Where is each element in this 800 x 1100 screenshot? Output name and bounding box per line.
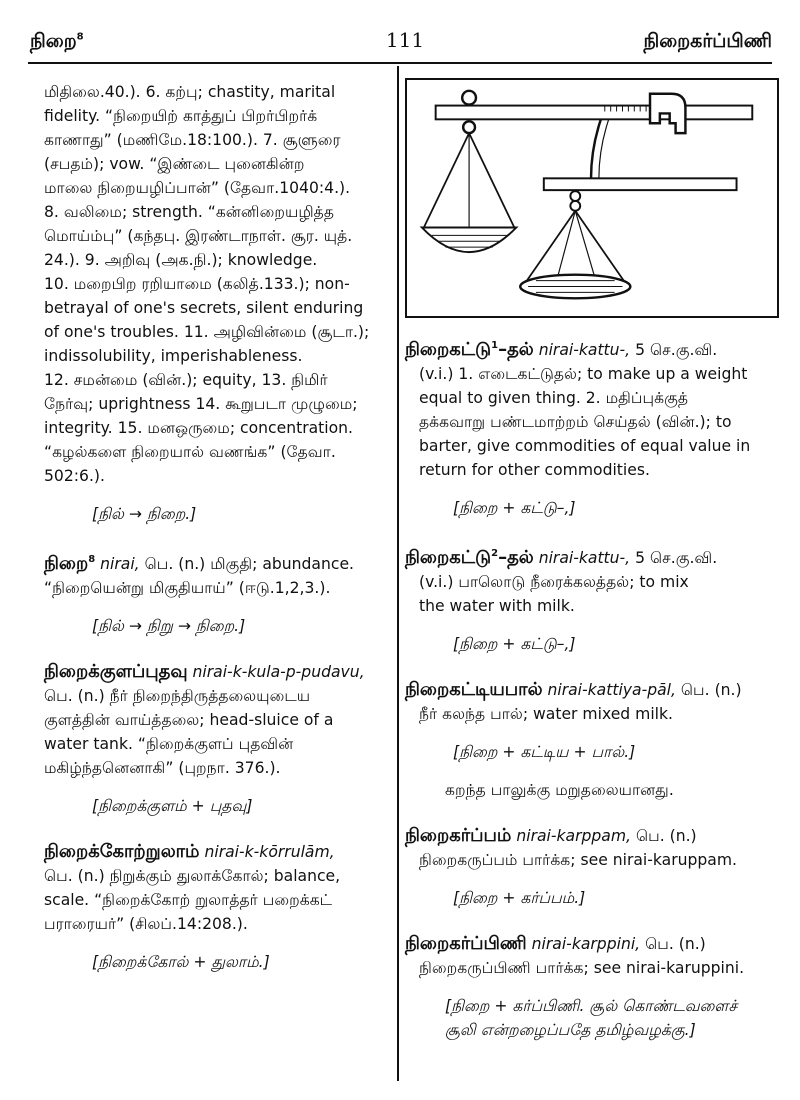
text-line: பராரையர்” (சிலப்.14:208.). xyxy=(44,915,248,933)
headword: நிறை$^8$ xyxy=(44,553,96,574)
entry-nirai-kattu-2 xyxy=(405,542,779,656)
entry-head-line xyxy=(44,548,382,576)
headword: நிறைக்குளப்புதவு xyxy=(44,661,188,682)
text-line: குளத்தின் வாய்த்தலை; head-sluice of a xyxy=(44,711,334,729)
transliteration: nirai-karppam, xyxy=(516,827,631,845)
transliteration: nirai-kattu-, xyxy=(538,549,631,567)
column-divider xyxy=(397,66,399,1081)
etymology: [நிறை + கட்டு–,] xyxy=(453,499,576,517)
etymology: [நிறை + கட்டிய + பால்.] xyxy=(453,743,636,761)
entry-nirai-8 xyxy=(44,548,382,638)
entry-nirai-k-kula-p-pudavu xyxy=(44,660,382,818)
text-line: நிறைகருப்பம் பார்க்க; see nirai-karuppam. xyxy=(419,851,737,869)
entry-head-line xyxy=(405,932,779,956)
headword: நிறைகட்டியபால் xyxy=(405,679,543,700)
text-line: தக்கவாறு பண்டமாற்றம் செய்தல் (வின்.); to xyxy=(419,413,732,431)
text-line: “கழல்களை நிறையால் வணங்க” (தேவா. xyxy=(44,443,336,461)
text-line: (சபதம்); vow. “இண்டை புனைகின்ற xyxy=(44,155,305,173)
page-number: 111 xyxy=(385,28,425,52)
balance-scale-illustration xyxy=(405,78,779,318)
entry-nirai-karppini xyxy=(405,932,779,1042)
text-line: நேர்வு; uprightness 14. கூறுபடா முழுமை; xyxy=(44,395,358,413)
grammar-label: பெ. (n.) xyxy=(680,681,742,699)
text-line: fidelity. “நிறையிற் காத்துப் பிறர்பிறர்க் xyxy=(44,107,318,125)
continuation-entry xyxy=(44,80,382,526)
text-line: (v.i.) பாலொடு நீரைக்கலத்தல்; to mix xyxy=(419,573,689,591)
entry-head-line xyxy=(405,334,779,362)
headword: நிறைகர்ப்பம் xyxy=(405,825,512,846)
headword: நிறைகர்ப்பிணி xyxy=(405,933,527,954)
transliteration: nirai-k-kōrrulām, xyxy=(204,843,335,861)
text-line: integrity. 15. மனஒருமை; concentration. xyxy=(44,419,354,437)
text-line: of one's troubles. 11. அழிவின்மை (சூடா.); xyxy=(44,323,370,341)
grammar-label: 5 செ.கு.வி. xyxy=(635,341,718,359)
text-line: “நிறையென்று மிகுதியாய்” (ஈடு.1,2,3.). xyxy=(44,579,331,597)
transliteration: nirai-k-kula-p-pudavu, xyxy=(192,663,365,681)
etymology: [நில் → நிறு → நிறை.] xyxy=(92,617,246,635)
text-line: காணாது” (மணிமே.18:100.). 7. சூளுரை xyxy=(44,131,341,149)
entry-nirai-k-korrulam xyxy=(44,840,382,974)
entry-head-line xyxy=(405,542,779,570)
etymology-line: சூலி என்றழைப்பதே தமிழ்வழக்கு.] xyxy=(445,1021,696,1039)
headword: நிறைகட்டு$^2$–தல் xyxy=(405,547,534,568)
grammar-label: பெ. (n.) xyxy=(645,935,706,953)
text-line: பெ. (n.) நீர் நிறைந்திருத்தலையுடைய xyxy=(44,687,311,705)
text-line: indissolubility, imperishableness. xyxy=(44,347,303,365)
etymology: [நிறைக்கோல் + துலாம்.] xyxy=(92,953,270,971)
entry-head-line xyxy=(405,678,779,702)
text-line: barter, give commodities of equal value in xyxy=(419,437,751,455)
text-line: நீர் கலந்த பால்; water mixed milk. xyxy=(419,705,673,723)
transliteration: nirai-kattu-, xyxy=(538,341,631,359)
entry-head-line xyxy=(405,824,779,848)
text-line: மொய்ம்பு” (கந்தபு. இரண்டாநாள். சூர. யுத். xyxy=(44,227,353,245)
text-line: 10. மறைபிற ரறியாமை (கலித்.133.); non- xyxy=(44,275,350,293)
entry-nirai-karppam xyxy=(405,824,779,910)
entry-nirai-kattu-1 xyxy=(405,334,779,520)
grammar-label: 5 செ.கு.வி. xyxy=(635,549,718,567)
usage-note: கறந்த பாலுக்கு மறுதலையானது. xyxy=(445,781,674,799)
text-line: water tank. “நிறைக்குளப் புதவின் xyxy=(44,735,294,753)
text-line: 12. சமன்மை (வின்.); equity, 13. நிமிர் xyxy=(44,371,328,389)
left-column xyxy=(44,80,382,974)
headword: நிறைக்கோற்றுலாம் xyxy=(44,841,200,862)
text-line: equal to given thing. 2. மதிப்புக்குத் xyxy=(419,389,689,407)
transliteration: nirai-karppini, xyxy=(531,935,641,953)
text-line: மகிழ்ந்தனெனாகி” (புறநா. 376.). xyxy=(44,759,281,777)
etymology: [நிறை + கர்ப்பம்.] xyxy=(453,889,586,907)
definition-text: பெ. (n.) மிகுதி; abundance. xyxy=(144,555,354,573)
text-line: 502:6.). xyxy=(44,467,105,485)
text-line: மிதிலை.40.). 6. கற்பு; chastity, marital xyxy=(44,83,336,101)
balance-scale-drawing xyxy=(407,80,777,316)
text-line: மாலை நிறையழிப்பான்” (தேவா.1040:4.). xyxy=(44,179,351,197)
header-left-guideword: நிறை$^8$ xyxy=(30,30,84,52)
text-line: 24.). 9. அறிவு (அக.நி.); knowledge. xyxy=(44,251,318,269)
transliteration: nirai, xyxy=(100,555,140,573)
text-line: பெ. (n.) நிறுக்கும் துலாக்கோல்; balance, xyxy=(44,867,341,885)
etymology: [நிறை + கட்டு–,] xyxy=(453,635,576,653)
etymology-line: [நிறை + கர்ப்பிணி. சூல் கொண்டவளைச் xyxy=(445,997,738,1015)
grammar-label: பெ. (n.) xyxy=(635,827,697,845)
entry-head-line xyxy=(44,840,382,864)
text-line: நிறைகருப்பிணி பார்க்க; see nirai-karuppini. xyxy=(419,959,745,977)
etymology: [நில் → நிறை.] xyxy=(92,505,197,523)
text-line: (v.i.) 1. எடைகட்டுதல்; to make up a weight xyxy=(419,365,748,383)
headword: நிறைகட்டு$^1$–தல் xyxy=(405,339,534,360)
text-line: betrayal of one's secrets, silent enduring xyxy=(44,299,364,317)
entry-head-line xyxy=(44,660,382,684)
text-line: return for other commodities. xyxy=(419,461,650,479)
right-column xyxy=(405,334,779,1042)
transliteration: nirai-kattiya-pāl, xyxy=(547,681,676,699)
header-rule xyxy=(28,62,772,64)
etymology: [நிறைக்குளம் + புதவு] xyxy=(92,797,253,815)
text-line: the water with milk. xyxy=(419,597,575,615)
header-right-guideword: நிறைகர்ப்பிணி xyxy=(643,30,772,52)
text-line: scale. “நிறைக்கோற் றுலாத்தர் பறைக்கட் xyxy=(44,891,333,909)
entry-nirai-kattiya-pal xyxy=(405,678,779,802)
text-line: 8. வலிமை; strength. “கன்னிறையழித்த xyxy=(44,203,334,221)
